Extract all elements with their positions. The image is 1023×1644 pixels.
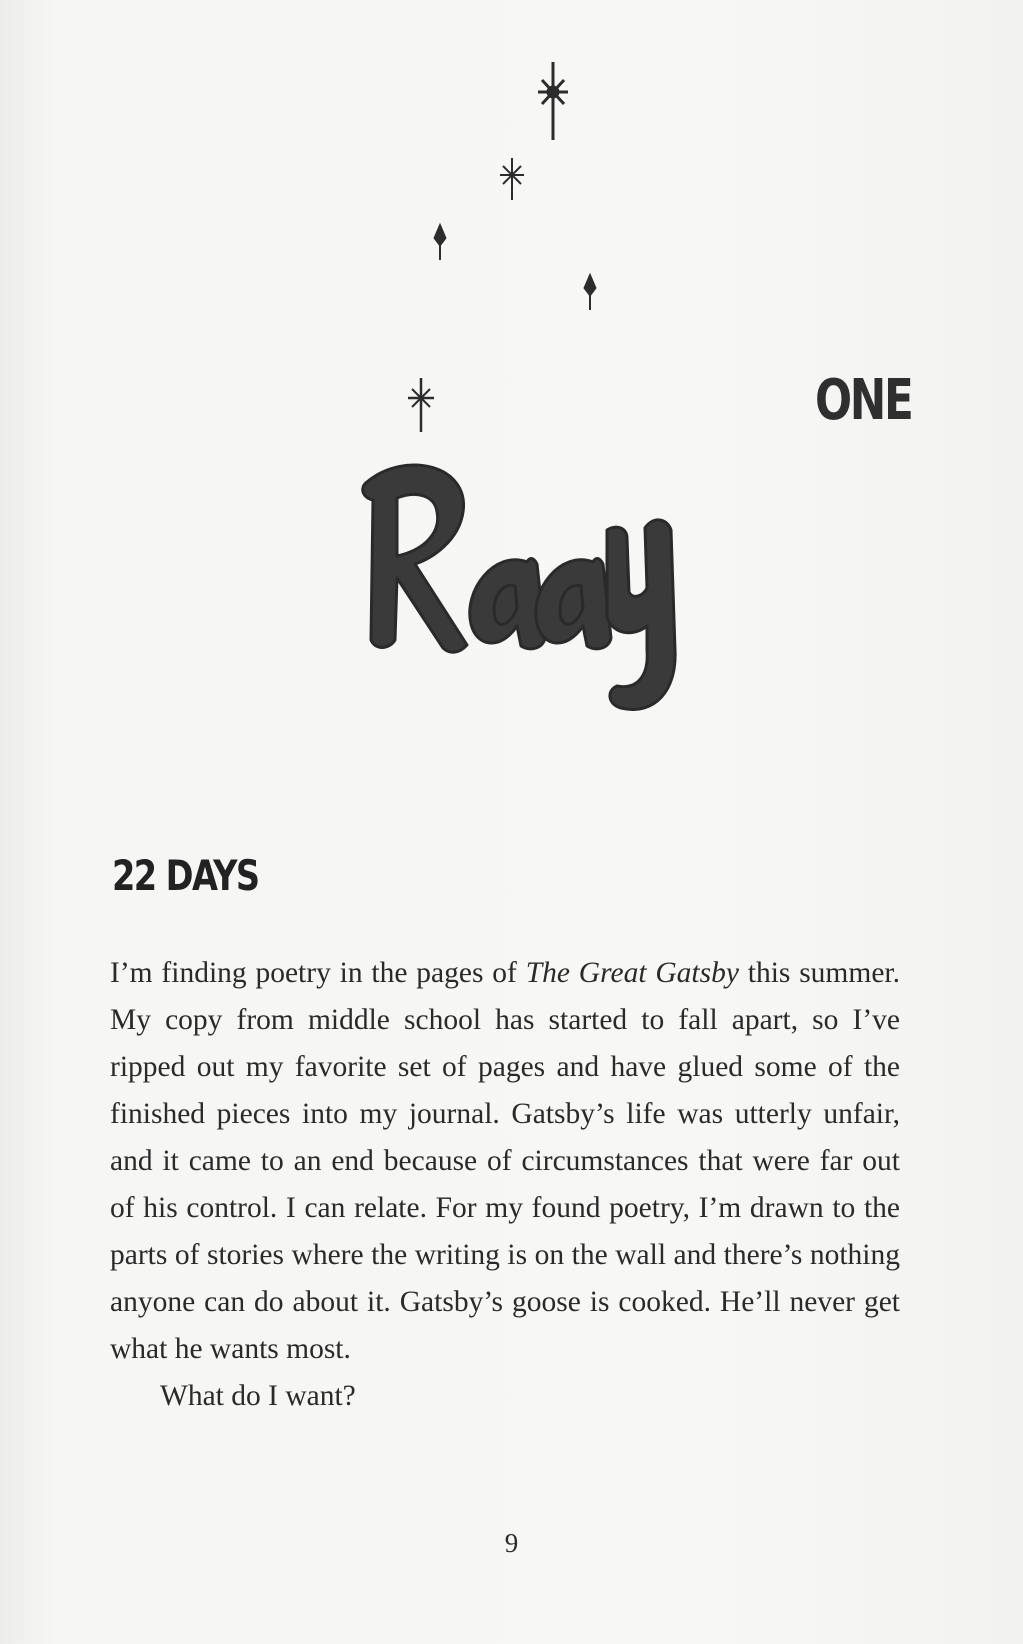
chapter-title-lettering xyxy=(345,440,705,720)
star-icon xyxy=(500,158,524,200)
chapter-title xyxy=(345,440,705,720)
body-text xyxy=(110,950,900,1420)
star-icon xyxy=(434,224,446,260)
book-title: The Great Gatsby xyxy=(525,957,739,989)
section-heading: 22 DAYS xyxy=(112,851,259,900)
paragraph-1-start: I’m finding poetry in the pages of xyxy=(110,957,526,989)
paragraph-2: What do I want? xyxy=(160,1380,356,1412)
paragraph-1-rest: this summer. My copy from middle school has started to fall apart, so I’ve ripped out my favorite set of pages and have glued some of the finished pieces into my journal. Gatsby’s life was utterly unfair, and it came to an end because of circumstances that were far out of his control. I can relate. For my found poetry, I’m drawn to the parts of stories where the writing is on the wall and there’s nothing anyone can do about it. Gatsby’s goose is cooked. He’ll never get what he wants most. xyxy=(110,957,900,1365)
star-icon xyxy=(584,274,596,310)
star-icon xyxy=(538,62,568,140)
page-number: 9 xyxy=(504,1528,519,1558)
paragraph-1 xyxy=(110,950,900,1373)
chapter-number: ONE xyxy=(815,368,912,433)
star-icon xyxy=(408,378,434,432)
